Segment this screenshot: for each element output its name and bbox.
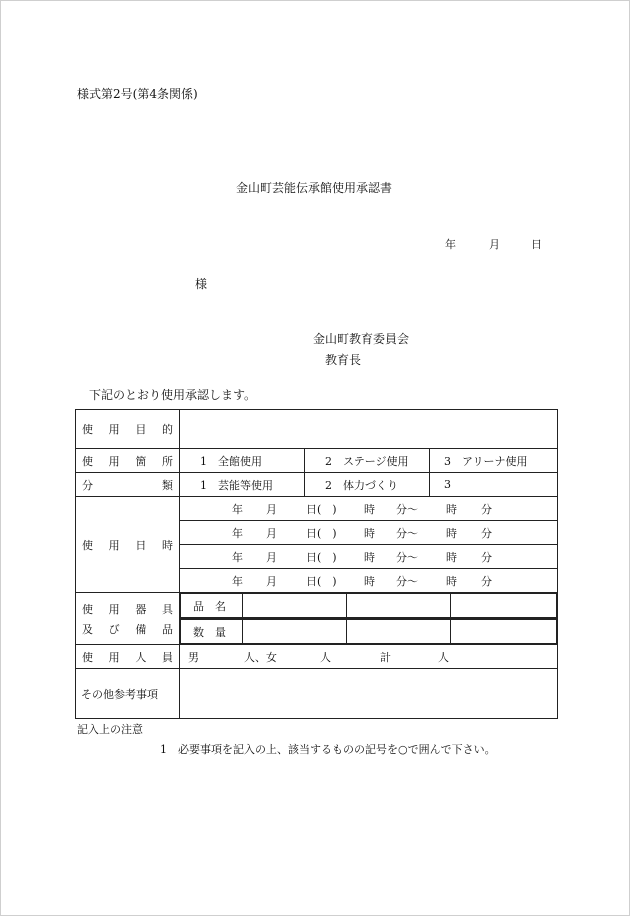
equipment-name-cell [180, 593, 558, 619]
datetime-field-4[interactable]: 年 月 日( ) 時 分～ 時 分 [180, 569, 558, 593]
other-row [76, 669, 558, 719]
quantity-field-1[interactable] [243, 620, 347, 644]
issuer-org: 金山町教育委員会 [313, 332, 410, 346]
place-row [76, 449, 558, 473]
issuer-title: 教育長 [325, 353, 362, 367]
category-row [76, 473, 558, 497]
equipment-row-1 [76, 593, 558, 619]
approval-table [75, 409, 558, 719]
datetime-field-2[interactable]: 年 月 日( ) 時 分～ 時 分 [180, 521, 558, 545]
place-option-2[interactable]: 2 ステージ使用 [305, 449, 430, 473]
item-name-field-2[interactable] [347, 594, 451, 618]
category-option-2[interactable]: 2 体力づくり [305, 473, 430, 497]
date-year: 年 [445, 238, 456, 251]
category-option-1[interactable]: 1 芸能等使用 [180, 473, 305, 497]
document-title: 金山町芸能伝承館使用承認書 [236, 181, 393, 195]
place-option-3[interactable]: 3 アリーナ使用 [430, 449, 558, 473]
datetime-field-3[interactable]: 年 月 日( ) 時 分～ 時 分 [180, 545, 558, 569]
notes-heading: 記入上の注意 [77, 723, 143, 736]
other-label: その他参考事項 [76, 669, 180, 719]
place-option-1[interactable]: 1 全館使用 [180, 449, 305, 473]
intro-text: 下記のとおり使用承認します。 [89, 388, 257, 402]
date-line [445, 236, 542, 252]
place-label: 使 用 箇 所 [76, 449, 180, 473]
other-field[interactable] [180, 669, 558, 719]
item-name-field-1[interactable] [243, 594, 347, 618]
users-label: 使 用 人 員 [76, 645, 180, 669]
datetime-label: 使 用 日 時 [76, 497, 180, 593]
equipment-quantity-cell [180, 619, 558, 645]
note-1: 1 必要事項を記入の上、該当するものの記号を○で囲んで下さい。 [160, 743, 496, 756]
quantity-label: 数 量 [181, 620, 243, 644]
users-field[interactable]: 男 人、女 人 計 人 [180, 645, 558, 669]
quantity-field-3[interactable] [451, 620, 557, 644]
purpose-row [76, 410, 558, 449]
date-day: 日 [531, 238, 542, 251]
recipient-suffix: 様 [195, 277, 208, 291]
datetime-row-1 [76, 497, 558, 521]
purpose-label: 使 用 目 的 [76, 410, 180, 449]
item-name-field-3[interactable] [451, 594, 557, 618]
equipment-label: 使 用 器 具 及 び 備 品 [76, 593, 180, 645]
date-month: 月 [489, 238, 500, 251]
item-name-label: 品 名 [181, 594, 243, 618]
purpose-field[interactable] [180, 410, 558, 449]
datetime-field-1[interactable]: 年 月 日( ) 時 分～ 時 分 [180, 497, 558, 521]
users-row [76, 645, 558, 669]
category-label: 分 類 [76, 473, 180, 497]
form-reference: 様式第2号(第4条関係) [77, 87, 198, 101]
quantity-field-2[interactable] [347, 620, 451, 644]
category-option-3[interactable]: 3 [430, 473, 558, 497]
